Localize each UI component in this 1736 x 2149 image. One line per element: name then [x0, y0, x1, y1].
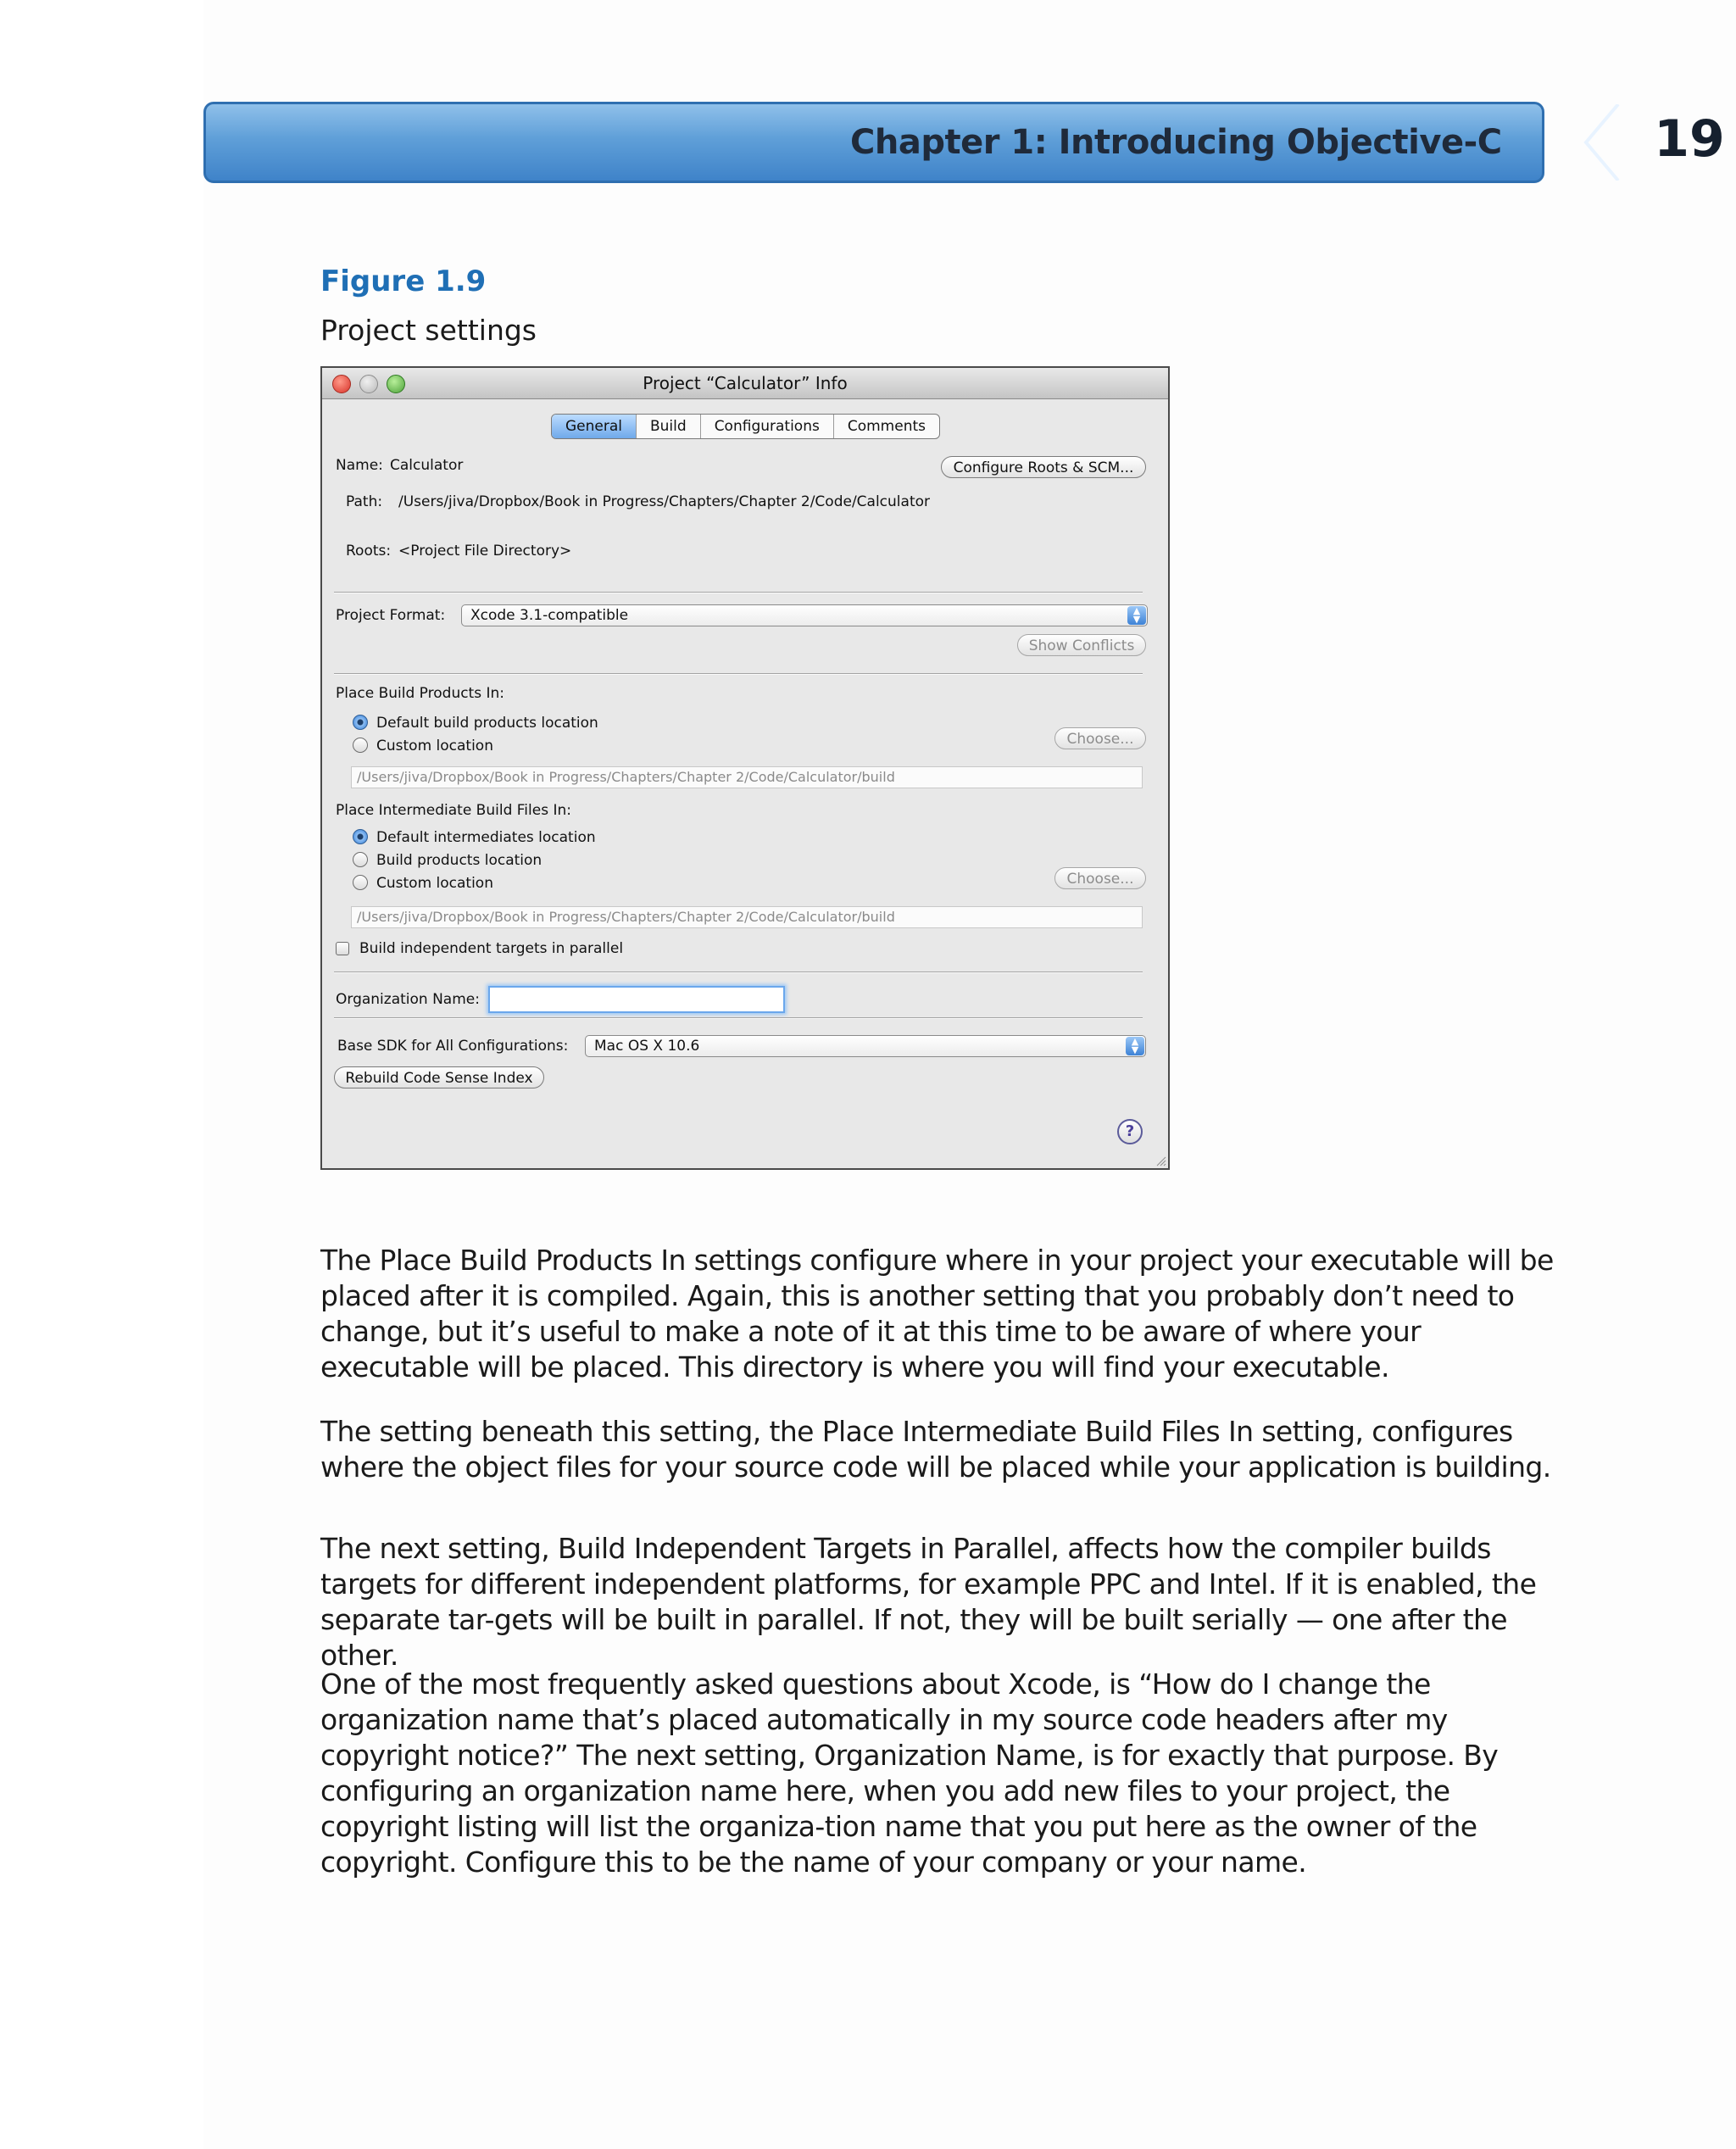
updown-arrows-icon: ▲ ▼	[1127, 606, 1146, 625]
roots-value: <Project File Directory>	[398, 543, 572, 560]
project-format-label: Project Format:	[336, 607, 446, 624]
configure-roots-button[interactable]: Configure Roots & SCM...	[941, 456, 1146, 478]
choose-build-products-button[interactable]: Choose...	[1054, 727, 1146, 749]
organization-name-input[interactable]	[488, 986, 785, 1013]
window-titlebar[interactable]	[322, 368, 1168, 399]
updown-arrows-icon: ▲ ▼	[1126, 1037, 1144, 1055]
intermediate-path-field[interactable]: /Users/jiva/Dropbox/Book in Progress/Chapters/Chapter 2/Code/Calculator/build	[351, 906, 1143, 928]
build-products-location-label: Build products location	[376, 852, 542, 869]
rebuild-code-sense-button[interactable]: Rebuild Code Sense Index	[334, 1066, 544, 1088]
tab-general[interactable]: General	[552, 415, 637, 438]
project-format-value: Xcode 3.1-compatible	[470, 607, 629, 624]
build-products-location-radio[interactable]	[353, 852, 368, 867]
help-icon[interactable]: ?	[1117, 1119, 1143, 1144]
build-products-path-field[interactable]: /Users/jiva/Dropbox/Book in Progress/Chapters/Chapter 2/Code/Calculator/build	[351, 766, 1143, 788]
banner-divider	[1579, 104, 1622, 181]
intermediate-heading: Place Intermediate Build Files In:	[336, 802, 571, 819]
organization-name-label: Organization Name:	[336, 991, 480, 1008]
default-intermediates-label: Default intermediates location	[376, 829, 596, 846]
roots-label: Roots:	[346, 543, 392, 560]
path-label: Path:	[346, 493, 383, 510]
paragraph-parallel-targets: The next setting, Build Independent Targets in Parallel, affects how the compiler builds targets for different independent platforms, for example PPC and Intel. If it is enabled, the separate tar-gets will be built in parallel. If not, they will be built serially — one after the other.	[320, 1532, 1537, 1672]
tab-bar	[551, 414, 940, 439]
base-sdk-value: Mac OS X 10.6	[594, 1038, 700, 1055]
custom-build-location-label: Custom location	[376, 738, 493, 754]
divider	[334, 1017, 1143, 1019]
show-conflicts-button[interactable]: Show Conflicts	[1017, 634, 1146, 656]
paragraph-build-products: The Place Build Products In settings configure where in your project your executable will be placed after it is compiled. Again, this is another setting that you probably don’t need to change, but it’s useful to make a note of it at this time to be aware of where your executable will be placed. This directory is where you will find your executable.	[320, 1244, 1554, 1383]
name-label: Name:	[336, 457, 383, 474]
tab-comments[interactable]: Comments	[847, 418, 926, 435]
base-sdk-label: Base SDK for All Configurations:	[337, 1038, 569, 1055]
window-title: Project “Calculator” Info	[643, 373, 848, 393]
divider	[334, 673, 1143, 675]
default-build-products-label: Default build products location	[376, 715, 598, 732]
paragraph-intermediate-files: The setting beneath this setting, the Place Intermediate Build Files In setting, configures where the object files for your source code will be placed while your application is building.	[320, 1415, 1551, 1484]
page-number: 19	[1654, 109, 1725, 169]
project-info-window	[320, 366, 1170, 1170]
custom-intermediate-location-radio[interactable]	[353, 875, 368, 890]
tab-configurations[interactable]: Configurations	[701, 415, 834, 438]
figure-caption: Project settings	[320, 314, 537, 347]
default-intermediates-radio[interactable]	[353, 829, 368, 844]
parallel-targets-label: Build independent targets in parallel	[359, 940, 624, 957]
default-build-products-radio[interactable]	[353, 715, 368, 730]
figure-label: Figure 1.9	[320, 264, 487, 298]
divider	[334, 592, 1143, 593]
tab-build[interactable]: Build	[637, 415, 701, 438]
name-value: Calculator	[390, 457, 464, 474]
project-format-select[interactable]	[461, 604, 1148, 626]
divider	[334, 972, 1143, 973]
paragraph-organization-name: One of the most frequently asked questions about Xcode, is “How do I change the organization name that’s placed automatically in my source code headers after my copyright notice?” The next setting, Organization Name, is for exactly that purpose. By configuring an organization name here, when you add new files to your project, the copyright listing will list the organiza-tion name that you put here as the owner of the copyright. Configure this to be the name of your company or your name.	[320, 1667, 1499, 1879]
chapter-banner	[203, 102, 1725, 183]
base-sdk-select[interactable]	[585, 1035, 1146, 1057]
build-products-heading: Place Build Products In:	[336, 685, 505, 702]
resize-grip-icon[interactable]	[1155, 1155, 1166, 1166]
custom-intermediate-location-label: Custom location	[376, 875, 493, 892]
custom-build-location-radio[interactable]	[353, 738, 368, 753]
choose-intermediate-button[interactable]: Choose...	[1054, 867, 1146, 889]
chapter-title: Chapter 1: Introducing Objective-C	[850, 123, 1502, 162]
parallel-targets-checkbox[interactable]	[336, 942, 349, 955]
path-value: /Users/jiva/Dropbox/Book in Progress/Chapters/Chapter 2/Code/Calculator	[398, 493, 930, 510]
